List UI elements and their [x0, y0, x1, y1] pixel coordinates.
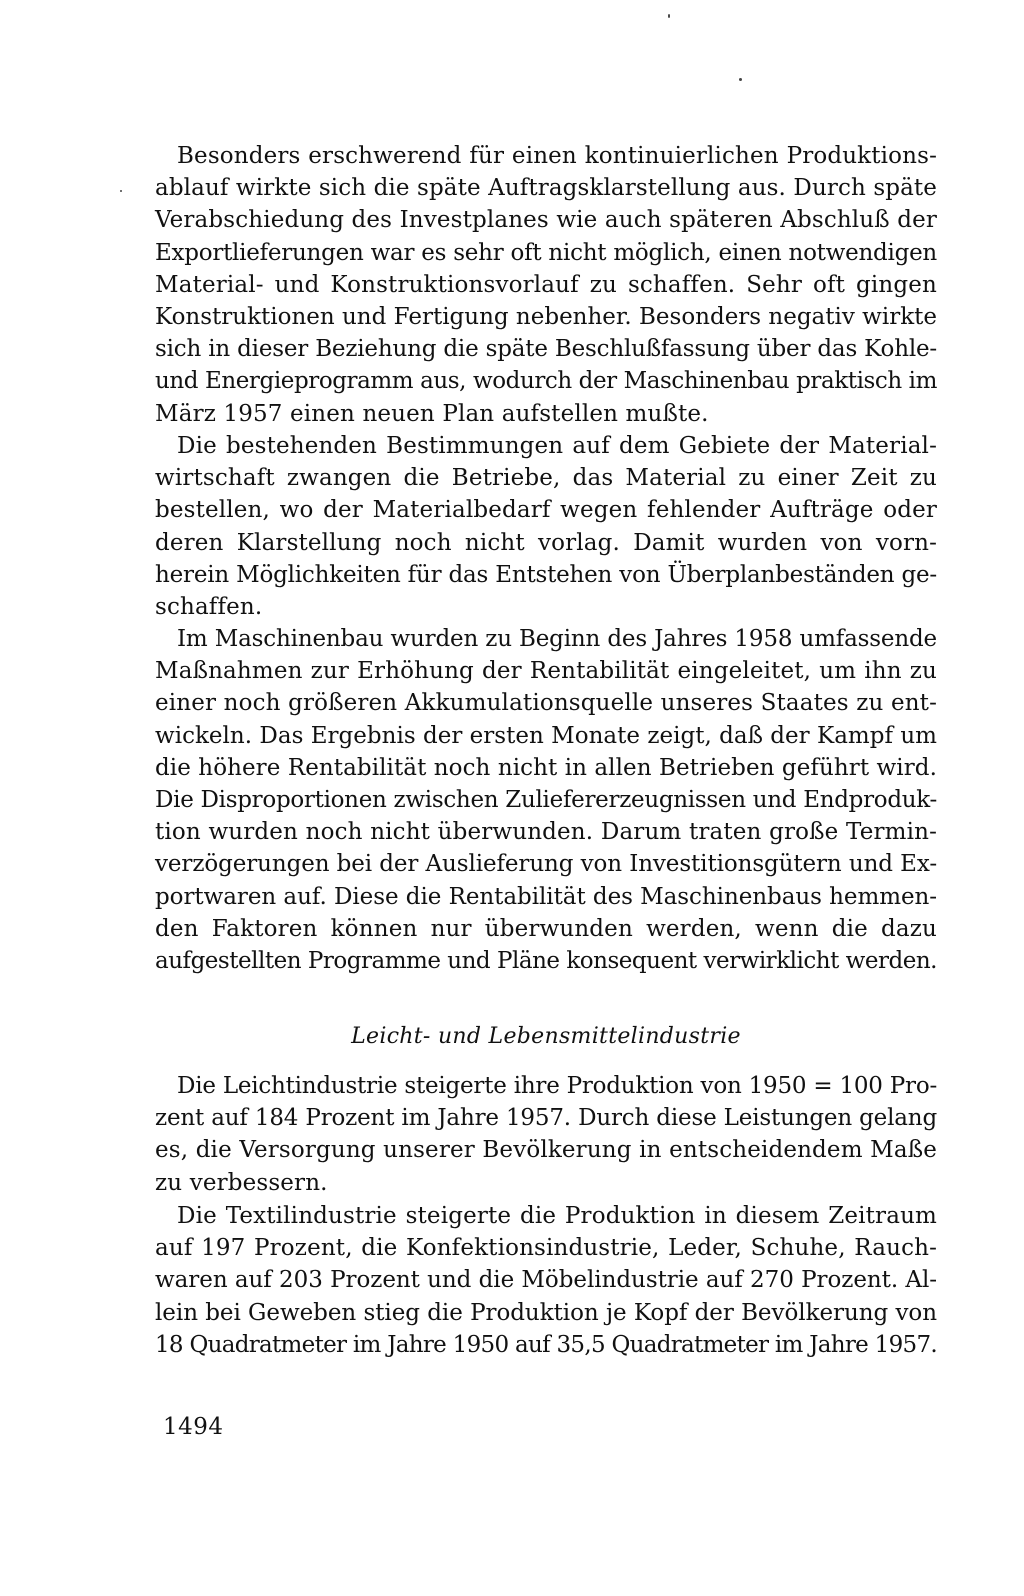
text-line: verzögerungen bei der Auslieferung von Investitionsgütern und Ex- [155, 851, 937, 878]
text-line: ablauf wirkte sich die späte Auftragsklarstellung aus. Durch späte [155, 175, 937, 202]
text-line: aufgestellten Programme und Pläne konsequent verwirklicht werden. [155, 947, 937, 974]
page-number: 1494 [163, 1414, 224, 1440]
paragraph-textile-industry [155, 1200, 937, 1361]
text-line: Exportlieferungen war es sehr oft nicht möglich, einen notwendigen [155, 239, 937, 266]
text-line: 18 Quadratmeter im Jahre 1950 auf 35,5 Quadratmeter im Jahre 1957. [155, 1331, 937, 1358]
text-line: die höhere Rentabilität noch nicht in allen Betrieben geführt wird. [155, 754, 937, 781]
text-line: und Energieprogramm aus, wodurch der Maschinenbau praktisch im [155, 368, 937, 395]
text-line: den Faktoren können nur überwunden werden, wenn die dazu [155, 915, 937, 942]
text-line: Die bestehenden Bestimmungen auf dem Gebiete der Material- [177, 433, 937, 459]
text-line: waren auf 203 Prozent und die Möbelindustrie auf 270 Prozent. Al- [155, 1267, 937, 1294]
text-line: sich in dieser Beziehung die späte Beschlußfassung über das Kohle- [155, 336, 937, 363]
paragraph-mechanical-engineering [155, 623, 937, 977]
paragraph-production-flow [155, 140, 937, 430]
text-line: portwaren auf. Diese die Rentabilität des Maschinenbaus hemmen- [155, 883, 937, 910]
text-line: herein Möglichkeiten für das Entstehen von Überplanbeständen ge- [155, 561, 937, 588]
text-line: Die Disproportionen zwischen Zuliefererzeugnissen und Endproduk- [155, 786, 937, 813]
text-line: wickeln. Das Ergebnis der ersten Monate zeigt, daß der Kampf um [155, 722, 937, 749]
text-line: Konstruktionen und Fertigung nebenher. Besonders negativ wirkte [155, 303, 937, 330]
paragraph-material-economy [155, 430, 937, 623]
text-line: März 1957 einen neuen Plan aufstellen mußte. [155, 400, 709, 427]
text-line: Die Leichtindustrie steigerte ihre Produktion von 1950 = 100 Pro- [177, 1073, 937, 1099]
paragraph-light-industry [155, 1070, 937, 1199]
text-line: schaffen. [155, 593, 263, 620]
text-line: zu verbessern. [155, 1169, 328, 1196]
section-heading: Leicht- und Lebensmittelindustrie [351, 1024, 741, 1049]
text-line: Material- und Konstruktionsvorlauf zu schaffen. Sehr oft gingen [155, 271, 937, 298]
text-line: zent auf 184 Prozent im Jahre 1957. Durch diese Leistungen gelang [155, 1105, 937, 1132]
text-line: lein bei Geweben stieg die Produktion je Kopf der Bevölkerung von [155, 1299, 937, 1326]
text-line: Maßnahmen zur Erhöhung der Rentabilität eingeleitet, um ihn zu [155, 658, 937, 685]
text-line: Besonders erschwerend für einen kontinuierlichen Produktions- [177, 143, 937, 169]
text-line: Verabschiedung des Investplanes wie auch späteren Abschluß der [155, 207, 937, 234]
scan-speck [668, 14, 670, 18]
text-line: deren Klarstellung noch nicht vorlag. Damit wurden von vorn- [155, 529, 937, 556]
text-line: tion wurden noch nicht überwunden. Darum traten große Termin- [155, 819, 937, 846]
text-line: Die Textilindustrie steigerte die Produktion in diesem Zeitraum [177, 1203, 937, 1229]
scan-speck [120, 190, 122, 192]
text-line: bestellen, wo der Materialbedarf wegen fehlender Aufträge oder [155, 497, 937, 524]
scan-speck [739, 78, 742, 81]
text-line: Im Maschinenbau wurden zu Beginn des Jahres 1958 umfassende [177, 626, 937, 652]
text-line: es, die Versorgung unserer Bevölkerung in entscheidendem Maße [155, 1137, 937, 1164]
text-line: wirtschaft zwangen die Betriebe, das Material zu einer Zeit zu [155, 465, 937, 492]
text-line: einer noch größeren Akkumulationsquelle unseres Staates zu ent- [155, 690, 937, 717]
text-line: auf 197 Prozent, die Konfektionsindustrie, Leder, Schuhe, Rauch- [155, 1235, 937, 1262]
